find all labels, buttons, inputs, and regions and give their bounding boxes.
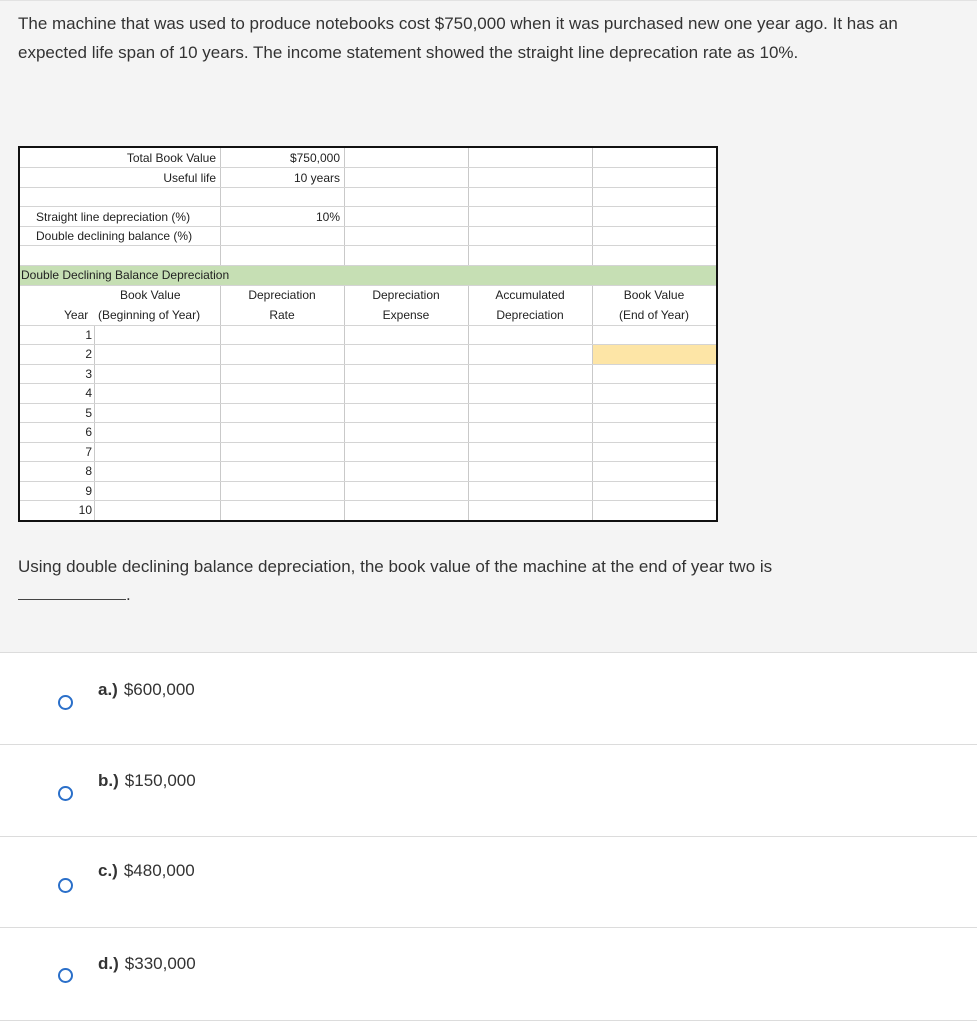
option-letter: c.) — [98, 861, 118, 880]
row-divider — [20, 481, 716, 482]
column-divider — [468, 148, 469, 520]
year-cell: 4 — [85, 386, 92, 400]
double-declining-label: Double declining balance (%) — [36, 229, 193, 243]
radio-circle-icon[interactable] — [58, 695, 73, 710]
option-value: $480,000 — [123, 861, 195, 880]
column-divider — [344, 148, 345, 520]
row-divider — [20, 403, 716, 404]
row-divider — [20, 265, 716, 266]
header-beginning-of-year: (Beginning of Year) — [98, 308, 201, 322]
year-cell: 8 — [85, 464, 92, 478]
option-value: $600,000 — [123, 680, 195, 699]
question-prompt — [18, 553, 958, 609]
row-divider — [20, 383, 716, 384]
question-intro: The machine that was used to produce notebooks cost $750,000 when it was purchased new one year ago. It has an expected life span of 10 years. The income statement showed the straight line deprecation rate as 10%. — [18, 14, 898, 62]
answer-blank — [18, 585, 126, 600]
radio-circle-icon[interactable] — [58, 968, 73, 983]
header-rate-2: Rate — [269, 308, 295, 322]
option-letter: a.) — [98, 680, 118, 699]
header-end-value-2: (End of Year) — [618, 308, 690, 322]
option-a-label[interactable] — [98, 680, 195, 700]
header-expense-2: Expense — [382, 308, 430, 322]
highlighted-cell — [593, 344, 716, 364]
row-divider — [20, 206, 716, 207]
option-a[interactable] — [0, 652, 977, 744]
radio-circle-icon[interactable] — [58, 878, 73, 893]
year-cell: 1 — [85, 328, 92, 342]
option-d-label[interactable] — [98, 954, 196, 974]
option-d[interactable] — [0, 927, 977, 1021]
row-divider — [20, 344, 716, 345]
straight-line-value: 10% — [315, 210, 340, 224]
header-rate-1: Depreciation — [248, 288, 316, 302]
column-divider — [220, 148, 221, 520]
option-letter: b.) — [98, 771, 119, 790]
useful-life: 10 years — [293, 171, 340, 185]
year-cell: 5 — [85, 406, 92, 420]
row-divider — [20, 500, 716, 501]
row-divider — [20, 187, 716, 188]
column-divider — [592, 148, 593, 520]
row-divider — [20, 325, 716, 326]
option-letter: d.) — [98, 954, 119, 973]
header-year: Year — [64, 308, 89, 322]
year-cell: 3 — [85, 367, 92, 381]
option-b-label[interactable] — [98, 771, 196, 791]
option-b[interactable] — [0, 744, 977, 836]
header-book-value: Book Value — [120, 288, 181, 302]
radio-circle-icon[interactable] — [58, 786, 73, 801]
option-c-label[interactable] — [98, 861, 195, 881]
prompt-period: . — [126, 585, 131, 604]
row-divider — [20, 167, 716, 168]
header-end-value-1: Book Value — [623, 288, 685, 302]
total-book-value: $750,000 — [289, 151, 340, 165]
straight-line-label: Straight line depreciation (%) — [36, 210, 191, 224]
year-cell: 6 — [85, 425, 92, 439]
header-accumulated-1: Accumulated — [495, 288, 565, 302]
option-value: $330,000 — [124, 954, 196, 973]
row-divider — [20, 226, 716, 227]
option-value: $150,000 — [124, 771, 196, 790]
year-cell: 9 — [85, 484, 92, 498]
row-divider — [20, 442, 716, 443]
total-book-value-label: Total Book Value — [126, 151, 216, 165]
header-expense-1: Depreciation — [372, 288, 440, 302]
option-c[interactable] — [0, 836, 977, 928]
row-divider — [20, 461, 716, 462]
section-title: Double Declining Balance Depreciation — [21, 268, 230, 282]
row-divider — [20, 245, 716, 246]
row-divider — [20, 364, 716, 365]
prompt-text: Using double declining balance depreciation, the book value of the machine at the end of year two is — [18, 557, 773, 576]
row-divider — [20, 285, 716, 286]
year-cell: 10 — [78, 503, 92, 517]
row-divider — [20, 422, 716, 423]
useful-life-label: Useful life — [163, 171, 216, 185]
year-cell: 2 — [85, 347, 92, 361]
header-accumulated-2: Depreciation — [496, 308, 564, 322]
year-cell: 7 — [85, 445, 92, 459]
depreciation-spreadsheet — [18, 146, 718, 522]
